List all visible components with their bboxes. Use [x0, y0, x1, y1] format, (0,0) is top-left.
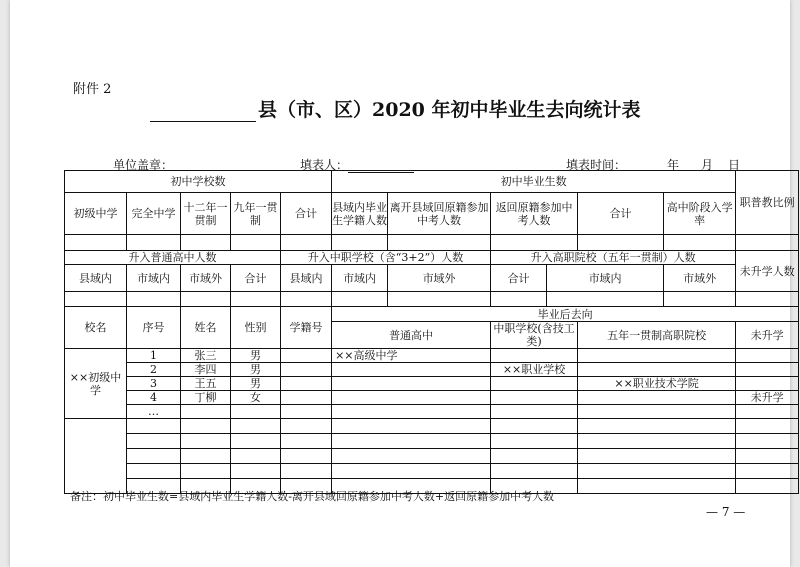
year-label: 年 [667, 158, 680, 172]
returned-header: 返回原籍参加中考人数 [491, 193, 578, 235]
seq-header: 序号 [127, 307, 181, 349]
gender-cell: 男 [231, 363, 281, 377]
general-hs-cell: ××高级中学 [332, 349, 491, 363]
empty-cell [281, 292, 332, 307]
five-year-cell: ××职业技术学院 [578, 377, 736, 391]
empty-cell [736, 235, 799, 251]
not-enrolled-cell [736, 377, 799, 391]
empty-cell [181, 235, 231, 251]
five-year-cell [578, 363, 736, 377]
five-year-header: 五年一贯制高职院校 [578, 322, 736, 349]
name-cell: 丁柳 [181, 391, 231, 405]
five-year-cell [578, 391, 736, 405]
empty-cell [281, 434, 332, 449]
empty-cell [181, 449, 231, 464]
vocational-cell [491, 377, 578, 391]
general-hs-count-header: 升入普通高中人数 [65, 251, 281, 265]
empty-cell [578, 479, 736, 494]
out-city-label: 市域外 [664, 265, 736, 292]
vocational-cell: ××职业学校 [491, 363, 578, 377]
vocational-school-header: 中职学校(含技工类) [491, 322, 578, 349]
destination-header: 毕业后去向 [332, 307, 799, 322]
general-hs-cell [332, 405, 491, 419]
empty-cell [736, 434, 799, 449]
seq-cell: 1 [127, 349, 181, 363]
student-id-cell [281, 391, 332, 405]
empty-cell [181, 419, 231, 434]
total-label: 合计 [231, 265, 281, 292]
gender-cell [231, 405, 281, 419]
empty-cell [332, 292, 388, 307]
empty-cell [578, 235, 664, 251]
school-name-header: 校名 [65, 307, 127, 349]
in-city-label: 市域内 [127, 265, 181, 292]
not-enrolled-cell [736, 363, 799, 377]
seq-cell: 2 [127, 363, 181, 377]
empty-cell [578, 464, 736, 479]
empty-cell [491, 449, 578, 464]
name-cell [181, 405, 231, 419]
out-city-label: 市域外 [388, 265, 491, 292]
empty-cell [736, 479, 799, 494]
empty-cell [664, 235, 736, 251]
empty-cell [181, 292, 231, 307]
twelve-year-header: 十二年一贯制 [181, 193, 231, 235]
gender-cell: 女 [231, 391, 281, 405]
empty-cell [332, 449, 491, 464]
empty-cell [491, 235, 578, 251]
title-blank-line [150, 101, 256, 122]
empty-cell [65, 235, 127, 251]
empty-cell [281, 449, 332, 464]
left-county-header: 离开县域回原籍参加中考人数 [388, 193, 491, 235]
seq-cell: 3 [127, 377, 181, 391]
empty-cell [127, 292, 181, 307]
seq-cell: 4 [127, 391, 181, 405]
vocational-count-header: 升入中职学校（含“3+2”）人数 [281, 251, 491, 265]
annex-label: 附件 2 [73, 82, 112, 97]
complete-middle-header: 完全中学 [127, 193, 181, 235]
in-county-label: 县域内 [281, 265, 332, 292]
school-name-cell: ××初级中学 [65, 349, 127, 419]
empty-cell [127, 449, 181, 464]
junior-school-header: 初级中学 [65, 193, 127, 235]
grad-count-header: 初中毕业生数 [332, 171, 736, 193]
empty-cell [127, 419, 181, 434]
in-county-label: 县域内 [65, 265, 127, 292]
name-cell: 王五 [181, 377, 231, 391]
student-id-cell [281, 349, 332, 363]
empty-cell [65, 292, 127, 307]
day-label: 日 [728, 158, 741, 172]
student-id-cell [281, 405, 332, 419]
empty-cell [736, 464, 799, 479]
vocational-cell [491, 391, 578, 405]
school-count-header: 初中学校数 [65, 171, 332, 193]
empty-cell [664, 292, 736, 307]
general-hs-cell [332, 363, 491, 377]
empty-cell [231, 235, 281, 251]
not-enrolled-cell [736, 349, 799, 363]
empty-cell [578, 449, 736, 464]
not-enrolled-cell: 未升学 [736, 391, 799, 405]
empty-cell [578, 434, 736, 449]
empty-cell [491, 434, 578, 449]
page-title [150, 95, 641, 122]
nine-year-header: 九年一贯制 [231, 193, 281, 235]
student-id-header: 学籍号 [281, 307, 332, 349]
in-city-label: 市域内 [547, 265, 664, 292]
general-hs-header: 普通高中 [332, 322, 491, 349]
month-label: 月 [701, 158, 714, 172]
higher-voc-count-header: 升入高职院校（五年一贯制）人数 [491, 251, 736, 265]
gender-cell: 男 [231, 349, 281, 363]
table-note: 备注：初中毕业生数=县域内毕业生学籍人数-离开县域回原籍参加中考人数+返回原籍参加中考人数 [70, 490, 555, 503]
title-text: 县（市、区）2020 年初中毕业生去向统计表 [258, 99, 641, 121]
ratio-header: 职普教比例 [736, 171, 799, 235]
empty-cell [281, 419, 332, 434]
empty-cell [332, 434, 491, 449]
student-id-cell [281, 377, 332, 391]
page-number: — 7 — [706, 505, 746, 519]
empty-cell [231, 434, 281, 449]
empty-cell [127, 464, 181, 479]
empty-cell [332, 235, 388, 251]
unit-seal-label: 单位盖章： [113, 158, 174, 172]
five-year-cell [578, 405, 736, 419]
name-cell: 张三 [181, 349, 231, 363]
vocational-cell [491, 349, 578, 363]
gender-header: 性别 [231, 307, 281, 349]
empty-cell [231, 419, 281, 434]
not-enrolled-cell [736, 405, 799, 419]
out-city-label: 市域外 [181, 265, 231, 292]
not-enrolled-count-header: 未升学人数 [736, 251, 799, 292]
fill-time-label: 填表时间： [566, 158, 627, 172]
statistics-table [64, 170, 799, 494]
empty-cell [127, 434, 181, 449]
empty-cell [736, 449, 799, 464]
empty-cell [281, 464, 332, 479]
total-label: 合计 [491, 265, 547, 292]
empty-cell [181, 464, 231, 479]
empty-cell [388, 292, 491, 307]
empty-cell [65, 419, 127, 494]
empty-cell [332, 419, 491, 434]
empty-cell [181, 434, 231, 449]
empty-cell [491, 464, 578, 479]
filler-label: 填表人： [300, 158, 349, 172]
empty-cell [332, 464, 491, 479]
empty-cell [736, 419, 799, 434]
school-total-header: 合计 [281, 193, 332, 235]
document-page [10, 0, 795, 567]
name-header: 姓名 [181, 307, 231, 349]
in-city-label: 市域内 [332, 265, 388, 292]
empty-cell [491, 292, 547, 307]
student-id-cell [281, 363, 332, 377]
empty-cell [547, 292, 664, 307]
general-hs-cell [332, 377, 491, 391]
in-county-grads-header: 县域内毕业生学籍人数 [332, 193, 388, 235]
empty-cell [491, 419, 578, 434]
seq-cell: … [127, 405, 181, 419]
empty-cell [127, 235, 181, 251]
empty-cell [736, 292, 799, 307]
five-year-cell [578, 349, 736, 363]
name-cell: 李四 [181, 363, 231, 377]
empty-cell [231, 464, 281, 479]
empty-cell [578, 419, 736, 434]
general-hs-cell [332, 391, 491, 405]
grad-total-header: 合计 [578, 193, 664, 235]
gender-cell: 男 [231, 377, 281, 391]
hs-rate-header: 高中阶段入学率 [664, 193, 736, 235]
empty-cell [231, 292, 281, 307]
empty-cell [231, 449, 281, 464]
empty-cell [388, 235, 491, 251]
vocational-cell [491, 405, 578, 419]
not-enrolled-header: 未升学 [736, 322, 799, 349]
empty-cell [281, 235, 332, 251]
